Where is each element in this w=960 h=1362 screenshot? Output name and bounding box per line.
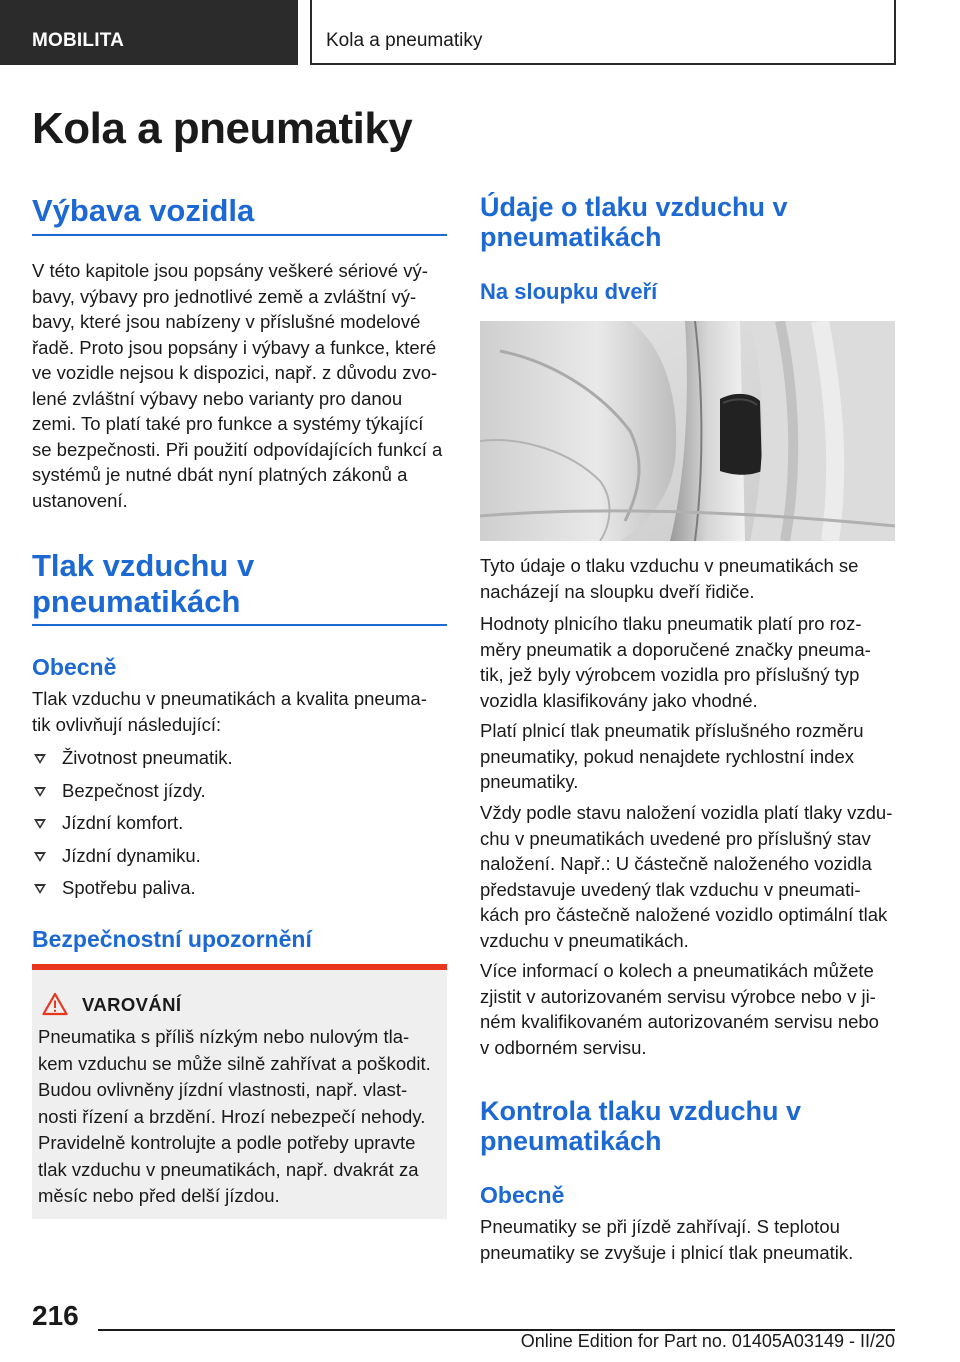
bullet-triangle-icon — [34, 852, 46, 862]
door-pillar-illustration — [480, 321, 895, 541]
bullet-triangle-icon — [34, 754, 46, 764]
warning-title: VAROVÁNÍ — [82, 994, 182, 1015]
edition-text: Online Edition for Part no. 01405A03149 - II/20 — [520, 1331, 895, 1351]
heading-check-line1: Kontrola tlaku vzduchu v — [480, 1096, 802, 1126]
list-item: Jízdní dynamiku. — [32, 843, 447, 876]
factor-list — [32, 745, 447, 908]
heading-door-pillar: Na sloupku dveří — [480, 279, 658, 304]
heading-data-line1: Údaje o tlaku vzduchu v — [480, 192, 788, 222]
section-label: MOBILITA — [32, 30, 125, 51]
heading-check-line2: pneumatikách — [480, 1126, 662, 1156]
data-paragraph: Hodnoty plnicího tlaku pneumatik platí pro roz- měry pneumatik a doporučené značky pneuma- tik, jež byly výrobcem vozidla pro příslušný typ vozidla klasifikovány jako vhodné. — [480, 613, 871, 711]
chapter-label: Kola a pneumatiky — [326, 30, 483, 51]
warning-triangle-icon — [42, 992, 68, 1016]
list-item: Bezpečnost jízdy. — [32, 778, 447, 811]
bullet-triangle-icon — [34, 819, 46, 829]
heading-general: Obecně — [32, 654, 117, 680]
list-item: Jízdní komfort. — [32, 810, 447, 843]
chapter-tab — [310, 0, 896, 65]
bullet-triangle-icon — [34, 787, 46, 797]
section-tab — [0, 0, 298, 65]
warning-box — [32, 964, 447, 1219]
page-title: Kola a pneumatiky — [32, 104, 413, 153]
data-paragraph: Tyto údaje o tlaku vzduchu v pneumatikách se nacházejí na sloupku dveří řidiče. — [480, 555, 859, 602]
heading-pressure-line1: Tlak vzduchu v — [32, 548, 255, 583]
heading-pressure-line2: pneumatikách — [32, 584, 241, 619]
list-item: Životnost pneumatik. — [32, 745, 447, 778]
heading-safety: Bezpečnostní upozornění — [32, 926, 312, 952]
heading-data-line2: pneumatikách — [480, 222, 662, 252]
data-paragraph: Vždy podle stavu naložení vozidla platí tlaky vzdu- chu v pneumatikách uvedené pro příslušný stav naložení. Např.: U částečně naloženého vozidla představuje uvedený tlak vzduchu v pneumati- kách pro částečně naložené vozidlo optimální tlak vzduchu v pneumatikách. — [480, 802, 893, 951]
page-number: 216 — [32, 1300, 79, 1331]
general-text: Tlak vzduchu v pneumatikách a kvalita pneuma- tik ovlivňují následující: — [32, 688, 427, 735]
list-item: Spotřebu paliva. — [32, 875, 447, 908]
heading-general: Obecně — [480, 1182, 565, 1208]
warning-text: Pneumatika s příliš nízkým nebo nulovým tla- kem vzduchu se může silně zahřívat a poškodit. Budou ovlivněny jízdní vlastnosti, např. vlast- nosti řízení a brzdění. Hrozí nebezpečí nehody. Pravidelně kontrolujte a podle potřeby upravte tlak vzduchu v pneumatikách, např. dvakrát za měsíc nebo před delší jízdou. — [38, 1026, 431, 1206]
heading-rule — [32, 234, 447, 236]
data-paragraph: Platí plnicí tlak pneumatik příslušného rozměru pneumatiky, pokud nenajdete rychlostní index pneumatiky. — [480, 720, 864, 792]
data-paragraph: Více informací o kolech a pneumatikách můžete zjistit v autorizovaném servisu výrobce nebo v ji- ném kvalifikovaném autorizovaném servisu nebo v odborném servisu. — [480, 960, 879, 1058]
check-general-text: Pneumatiky se při jízdě zahřívají. S teplotou pneumatiky se zvyšuje i plnicí tlak pneumatik. — [480, 1216, 854, 1263]
door-pillar-image — [480, 321, 895, 541]
bullet-triangle-icon — [34, 884, 46, 894]
heading-rule — [32, 624, 447, 626]
heading-equipment: Výbava vozidla — [32, 193, 255, 228]
equipment-text: V této kapitole jsou popsány veškeré sériové vý- bavy, výbavy pro jednotlivé země a zvláštní vý- bavy, které jsou nabízeny v příslušné modelové řadě. Proto jsou popsány i výbavy a funkce, které ve vozidle nejsou k dispozici, např. z důvodu zvo- lené zvláštní výbavy nebo varianty pro danou zemi. To platí také pro funkce a systémy týkající se bezpečnosti. Při použití odpovídajících funkcí a systémů je nutné dbát nyní platných zákonů a ustanovení. — [32, 260, 443, 511]
